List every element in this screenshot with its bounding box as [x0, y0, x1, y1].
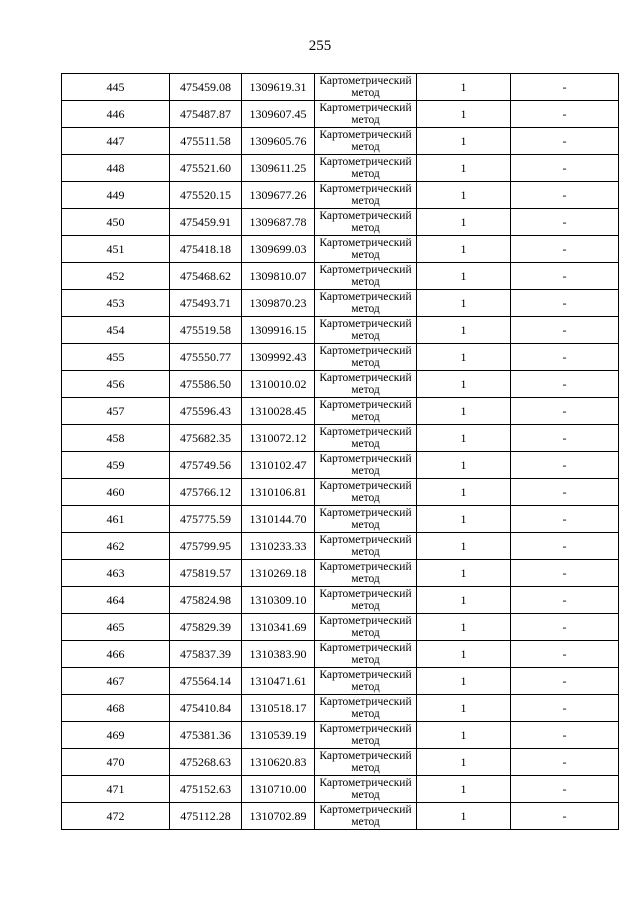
y-coordinate-cell: 1309607.45 [242, 101, 315, 128]
note-cell: - [511, 722, 619, 749]
method-text: Картометрический метод [319, 237, 412, 261]
accuracy-cell: 1 [417, 236, 511, 263]
y-coordinate-cell: 1310269.18 [242, 560, 315, 587]
accuracy-cell: 1 [417, 479, 511, 506]
method-cell [315, 101, 417, 128]
point-number-cell: 456 [62, 371, 170, 398]
accuracy-cell: 1 [417, 371, 511, 398]
method-text: Картометрический метод [319, 318, 412, 342]
note-cell: - [511, 74, 619, 101]
note-cell: - [511, 560, 619, 587]
note-cell: - [511, 317, 619, 344]
point-number-cell: 463 [62, 560, 170, 587]
point-number-cell: 468 [62, 695, 170, 722]
table-row [62, 587, 619, 614]
table-row [62, 182, 619, 209]
method-text: Картометрический метод [319, 264, 412, 288]
table-row [62, 452, 619, 479]
method-cell [315, 695, 417, 722]
y-coordinate-cell: 1310383.90 [242, 641, 315, 668]
accuracy-cell: 1 [417, 695, 511, 722]
point-number-cell: 457 [62, 398, 170, 425]
y-coordinate-cell: 1309916.15 [242, 317, 315, 344]
x-coordinate-cell: 475766.12 [170, 479, 242, 506]
point-number-cell: 452 [62, 263, 170, 290]
accuracy-cell: 1 [417, 74, 511, 101]
method-cell [315, 560, 417, 587]
note-cell: - [511, 641, 619, 668]
point-number-cell: 449 [62, 182, 170, 209]
x-coordinate-cell: 475268.63 [170, 749, 242, 776]
accuracy-cell: 1 [417, 425, 511, 452]
accuracy-cell: 1 [417, 533, 511, 560]
method-cell [315, 290, 417, 317]
method-cell [315, 803, 417, 830]
method-cell [315, 236, 417, 263]
point-number-cell: 450 [62, 209, 170, 236]
note-cell: - [511, 101, 619, 128]
table-row [62, 668, 619, 695]
y-coordinate-cell: 1310518.17 [242, 695, 315, 722]
note-cell: - [511, 749, 619, 776]
method-text: Картометрический метод [319, 480, 412, 504]
accuracy-cell: 1 [417, 560, 511, 587]
x-coordinate-cell: 475520.15 [170, 182, 242, 209]
method-text: Картометрический метод [319, 291, 412, 315]
accuracy-cell: 1 [417, 614, 511, 641]
method-text: Картометрический метод [319, 426, 412, 450]
table-row [62, 425, 619, 452]
method-text: Картометрический метод [319, 372, 412, 396]
y-coordinate-cell: 1310471.61 [242, 668, 315, 695]
coordinates-table-body [62, 74, 619, 830]
y-coordinate-cell: 1309687.78 [242, 209, 315, 236]
method-cell [315, 587, 417, 614]
x-coordinate-cell: 475829.39 [170, 614, 242, 641]
x-coordinate-cell: 475819.57 [170, 560, 242, 587]
table-row [62, 128, 619, 155]
point-number-cell: 454 [62, 317, 170, 344]
method-text: Картометрический метод [319, 723, 412, 747]
method-cell [315, 425, 417, 452]
note-cell: - [511, 479, 619, 506]
method-cell [315, 155, 417, 182]
method-cell [315, 479, 417, 506]
table-row [62, 290, 619, 317]
point-number-cell: 470 [62, 749, 170, 776]
method-text: Картометрический метод [319, 642, 412, 666]
method-cell [315, 533, 417, 560]
x-coordinate-cell: 475152.63 [170, 776, 242, 803]
note-cell: - [511, 425, 619, 452]
method-cell [315, 506, 417, 533]
note-cell: - [511, 614, 619, 641]
x-coordinate-cell: 475749.56 [170, 452, 242, 479]
accuracy-cell: 1 [417, 587, 511, 614]
method-text: Картометрический метод [319, 534, 412, 558]
x-coordinate-cell: 475487.87 [170, 101, 242, 128]
method-text: Картометрический метод [319, 129, 412, 153]
note-cell: - [511, 668, 619, 695]
x-coordinate-cell: 475418.18 [170, 236, 242, 263]
x-coordinate-cell: 475459.08 [170, 74, 242, 101]
method-text: Картометрический метод [319, 777, 412, 801]
accuracy-cell: 1 [417, 263, 511, 290]
note-cell: - [511, 452, 619, 479]
accuracy-cell: 1 [417, 722, 511, 749]
method-cell [315, 371, 417, 398]
method-cell [315, 263, 417, 290]
accuracy-cell: 1 [417, 641, 511, 668]
table-row [62, 479, 619, 506]
point-number-cell: 471 [62, 776, 170, 803]
point-number-cell: 462 [62, 533, 170, 560]
table-row [62, 722, 619, 749]
x-coordinate-cell: 475521.60 [170, 155, 242, 182]
accuracy-cell: 1 [417, 290, 511, 317]
x-coordinate-cell: 475519.58 [170, 317, 242, 344]
note-cell: - [511, 533, 619, 560]
table-row [62, 236, 619, 263]
note-cell: - [511, 236, 619, 263]
x-coordinate-cell: 475799.95 [170, 533, 242, 560]
point-number-cell: 453 [62, 290, 170, 317]
y-coordinate-cell: 1310233.33 [242, 533, 315, 560]
method-text: Картометрический метод [319, 561, 412, 585]
y-coordinate-cell: 1310072.12 [242, 425, 315, 452]
y-coordinate-cell: 1310710.00 [242, 776, 315, 803]
accuracy-cell: 1 [417, 398, 511, 425]
y-coordinate-cell: 1310010.02 [242, 371, 315, 398]
table-row [62, 209, 619, 236]
x-coordinate-cell: 475112.28 [170, 803, 242, 830]
x-coordinate-cell: 475596.43 [170, 398, 242, 425]
point-number-cell: 447 [62, 128, 170, 155]
table-row [62, 317, 619, 344]
table-row [62, 614, 619, 641]
method-cell [315, 317, 417, 344]
y-coordinate-cell: 1309611.25 [242, 155, 315, 182]
table-row [62, 641, 619, 668]
table-row [62, 506, 619, 533]
accuracy-cell: 1 [417, 668, 511, 695]
method-cell [315, 776, 417, 803]
x-coordinate-cell: 475459.91 [170, 209, 242, 236]
table-row [62, 803, 619, 830]
y-coordinate-cell: 1310539.19 [242, 722, 315, 749]
method-text: Картометрический метод [319, 156, 412, 180]
accuracy-cell: 1 [417, 101, 511, 128]
method-text: Картометрический метод [319, 696, 412, 720]
x-coordinate-cell: 475564.14 [170, 668, 242, 695]
table-row [62, 695, 619, 722]
table-row [62, 101, 619, 128]
method-text: Картометрический метод [319, 345, 412, 369]
y-coordinate-cell: 1309992.43 [242, 344, 315, 371]
accuracy-cell: 1 [417, 128, 511, 155]
method-cell [315, 722, 417, 749]
y-coordinate-cell: 1309677.26 [242, 182, 315, 209]
method-text: Картометрический метод [319, 804, 412, 828]
table-row [62, 263, 619, 290]
note-cell: - [511, 128, 619, 155]
table-row [62, 560, 619, 587]
point-number-cell: 472 [62, 803, 170, 830]
point-number-cell: 458 [62, 425, 170, 452]
method-text: Картометрический метод [319, 507, 412, 531]
y-coordinate-cell: 1310702.89 [242, 803, 315, 830]
method-cell [315, 749, 417, 776]
method-cell [315, 398, 417, 425]
x-coordinate-cell: 475682.35 [170, 425, 242, 452]
method-text: Картометрический метод [319, 75, 412, 99]
accuracy-cell: 1 [417, 749, 511, 776]
y-coordinate-cell: 1310102.47 [242, 452, 315, 479]
point-number-cell: 467 [62, 668, 170, 695]
note-cell: - [511, 506, 619, 533]
method-text: Картометрический метод [319, 102, 412, 126]
x-coordinate-cell: 475511.58 [170, 128, 242, 155]
x-coordinate-cell: 475493.71 [170, 290, 242, 317]
y-coordinate-cell: 1310341.69 [242, 614, 315, 641]
method-text: Картометрический метод [319, 669, 412, 693]
accuracy-cell: 1 [417, 344, 511, 371]
method-text: Картометрический метод [319, 588, 412, 612]
method-cell [315, 668, 417, 695]
accuracy-cell: 1 [417, 155, 511, 182]
table-row [62, 776, 619, 803]
method-cell [315, 74, 417, 101]
point-number-cell: 451 [62, 236, 170, 263]
method-cell [315, 128, 417, 155]
accuracy-cell: 1 [417, 182, 511, 209]
table-row [62, 398, 619, 425]
y-coordinate-cell: 1310620.83 [242, 749, 315, 776]
x-coordinate-cell: 475550.77 [170, 344, 242, 371]
point-number-cell: 464 [62, 587, 170, 614]
note-cell: - [511, 344, 619, 371]
y-coordinate-cell: 1309870.23 [242, 290, 315, 317]
method-text: Картометрический метод [319, 615, 412, 639]
note-cell: - [511, 209, 619, 236]
method-cell [315, 452, 417, 479]
page-number: 255 [308, 38, 332, 54]
accuracy-cell: 1 [417, 776, 511, 803]
table-row [62, 533, 619, 560]
y-coordinate-cell: 1309605.76 [242, 128, 315, 155]
note-cell: - [511, 155, 619, 182]
method-text: Картометрический метод [319, 453, 412, 477]
x-coordinate-cell: 475837.39 [170, 641, 242, 668]
table-row [62, 371, 619, 398]
note-cell: - [511, 371, 619, 398]
point-number-cell: 455 [62, 344, 170, 371]
method-cell [315, 614, 417, 641]
y-coordinate-cell: 1309619.31 [242, 74, 315, 101]
point-number-cell: 466 [62, 641, 170, 668]
coordinates-table [61, 73, 619, 830]
x-coordinate-cell: 475775.59 [170, 506, 242, 533]
y-coordinate-cell: 1310106.81 [242, 479, 315, 506]
method-cell [315, 641, 417, 668]
note-cell: - [511, 263, 619, 290]
x-coordinate-cell: 475824.98 [170, 587, 242, 614]
point-number-cell: 448 [62, 155, 170, 182]
accuracy-cell: 1 [417, 317, 511, 344]
note-cell: - [511, 695, 619, 722]
note-cell: - [511, 803, 619, 830]
x-coordinate-cell: 475410.84 [170, 695, 242, 722]
note-cell: - [511, 290, 619, 317]
method-text: Картометрический метод [319, 750, 412, 774]
x-coordinate-cell: 475381.36 [170, 722, 242, 749]
note-cell: - [511, 587, 619, 614]
method-text: Картометрический метод [319, 210, 412, 234]
x-coordinate-cell: 475468.62 [170, 263, 242, 290]
y-coordinate-cell: 1310309.10 [242, 587, 315, 614]
method-cell [315, 344, 417, 371]
table-row [62, 74, 619, 101]
accuracy-cell: 1 [417, 452, 511, 479]
y-coordinate-cell: 1310144.70 [242, 506, 315, 533]
note-cell: - [511, 182, 619, 209]
y-coordinate-cell: 1309810.07 [242, 263, 315, 290]
note-cell: - [511, 776, 619, 803]
y-coordinate-cell: 1310028.45 [242, 398, 315, 425]
x-coordinate-cell: 475586.50 [170, 371, 242, 398]
table-row [62, 344, 619, 371]
point-number-cell: 469 [62, 722, 170, 749]
note-cell: - [511, 398, 619, 425]
method-text: Картометрический метод [319, 399, 412, 423]
point-number-cell: 459 [62, 452, 170, 479]
point-number-cell: 460 [62, 479, 170, 506]
method-text: Картометрический метод [319, 183, 412, 207]
method-cell [315, 209, 417, 236]
point-number-cell: 445 [62, 74, 170, 101]
accuracy-cell: 1 [417, 506, 511, 533]
accuracy-cell: 1 [417, 209, 511, 236]
y-coordinate-cell: 1309699.03 [242, 236, 315, 263]
method-cell [315, 182, 417, 209]
accuracy-cell: 1 [417, 803, 511, 830]
point-number-cell: 461 [62, 506, 170, 533]
point-number-cell: 446 [62, 101, 170, 128]
point-number-cell: 465 [62, 614, 170, 641]
table-row [62, 155, 619, 182]
table-row [62, 749, 619, 776]
